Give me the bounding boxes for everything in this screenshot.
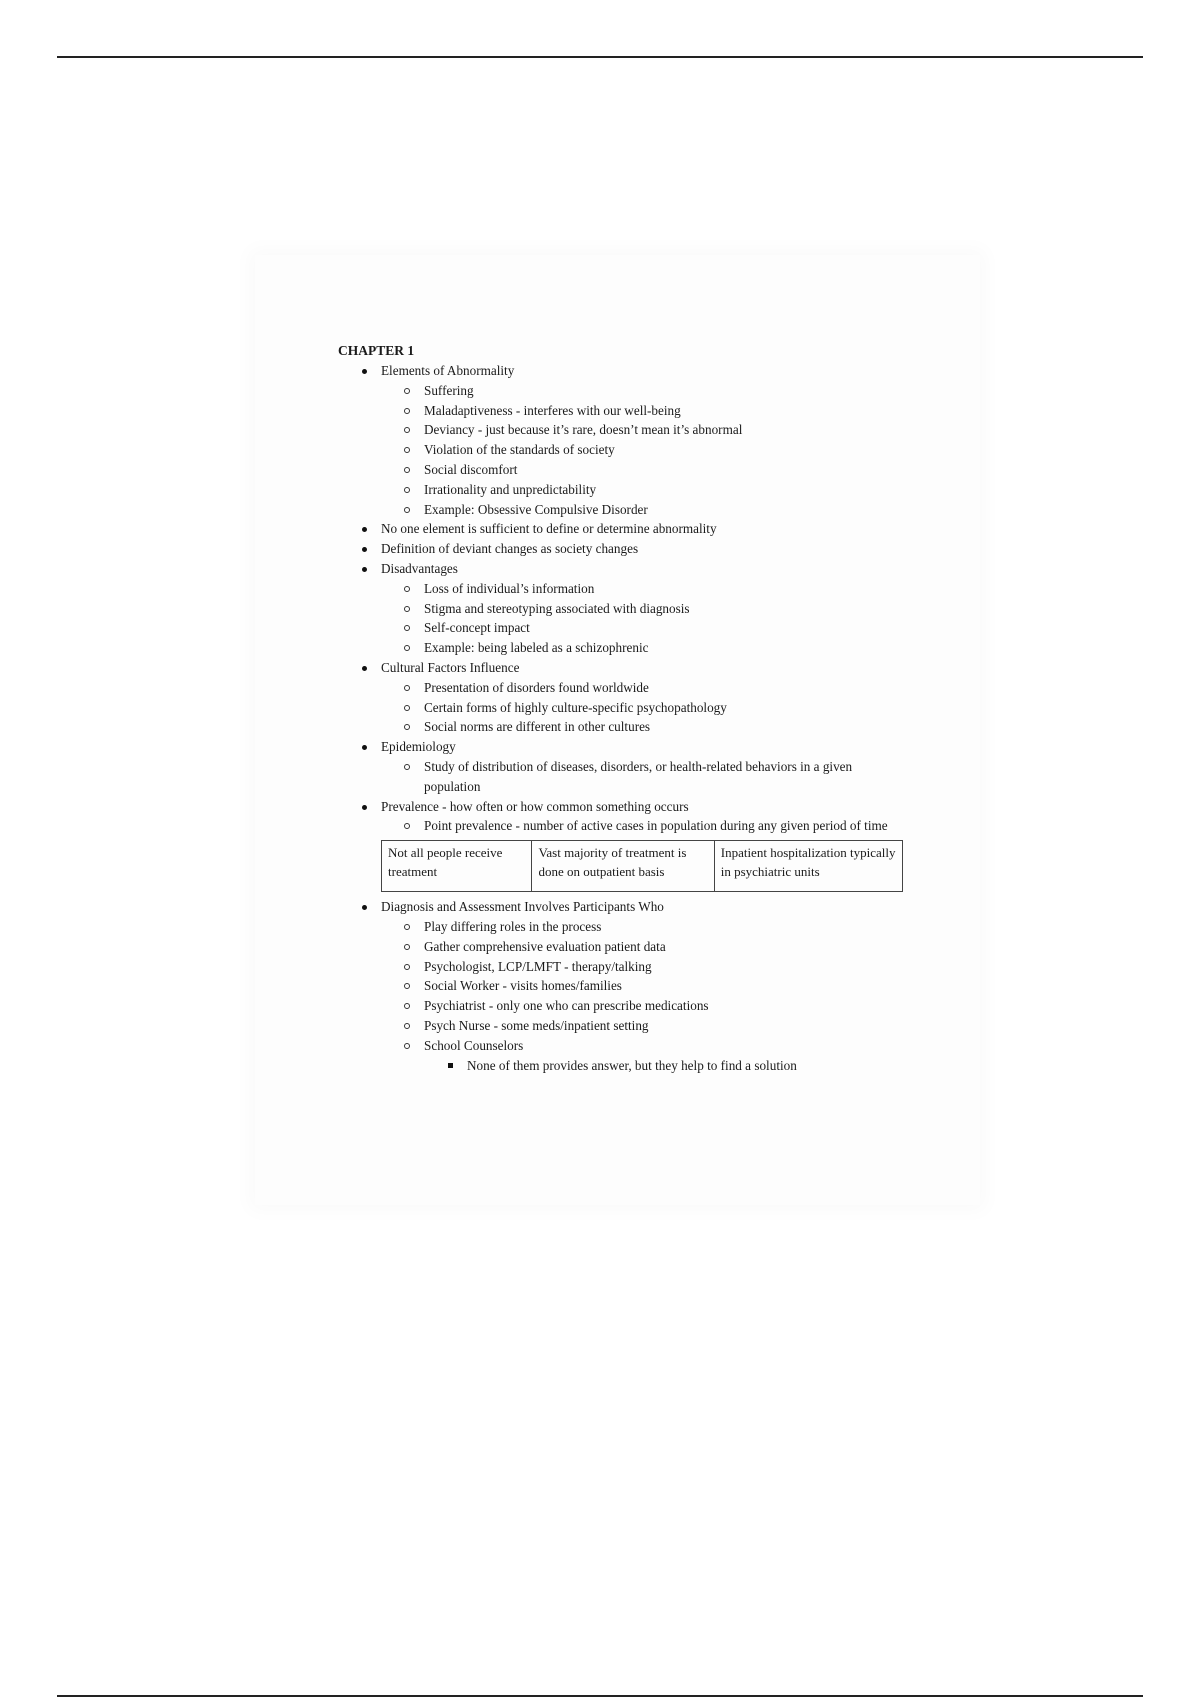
list-item-text: Epidemiology (381, 739, 456, 755)
page-bottom-rule (57, 1695, 1143, 1697)
list-item (338, 361, 908, 381)
bullet-icon (357, 897, 371, 917)
sub-list-item (338, 996, 908, 1016)
circle-bullet-icon (400, 500, 414, 521)
chapter-title: CHAPTER 1 (338, 343, 415, 358)
sub-list-item (338, 957, 908, 977)
page-top-rule (57, 56, 1143, 58)
circle-bullet-icon (400, 480, 414, 501)
sub-list-item (338, 579, 908, 599)
list-item-text: Cultural Factors Influence (381, 659, 520, 675)
bullet-icon (357, 559, 371, 579)
sub-list-item-text: Loss of individual’s information (424, 580, 595, 596)
circle-bullet-icon (400, 440, 414, 461)
sub-list-item-text: Irrationality and unpredictability (424, 481, 597, 497)
sub-sub-list-item-text: None of them provides answer, but they help to find a solution (467, 1057, 797, 1073)
sub-list-item-text: Social norms are different in other cultures (424, 719, 651, 735)
sub-list-item-text: Violation of the standards of society (424, 442, 615, 458)
sub-list-item-text: Example: Obsessive Compulsive Disorder (424, 501, 648, 517)
circle-bullet-icon (400, 957, 414, 978)
circle-bullet-icon (400, 757, 414, 778)
circle-bullet-icon (400, 996, 414, 1017)
list-item (338, 519, 908, 539)
circle-bullet-icon (400, 401, 414, 422)
bullet-icon (357, 737, 371, 757)
sub-list-item (338, 816, 908, 836)
table-cell: Inpatient hospitalization typically in psychiatric units (714, 841, 902, 891)
sub-list-item (338, 937, 908, 957)
list-item-text: Definition of deviant changes as society changes (381, 541, 639, 557)
sub-list-item (338, 618, 908, 638)
circle-bullet-icon (400, 381, 414, 402)
circle-bullet-icon (400, 1036, 414, 1057)
circle-bullet-icon (400, 420, 414, 441)
sub-list-item (338, 638, 908, 658)
sub-list-item-text: Gather comprehensive evaluation patient data (424, 938, 666, 954)
sub-list-item (338, 460, 908, 480)
circle-bullet-icon (400, 717, 414, 738)
bullet-icon (357, 519, 371, 539)
list-item-text: Disadvantages (381, 560, 458, 576)
circle-bullet-icon (400, 638, 414, 659)
sub-list-item-text: Social discomfort (424, 461, 518, 477)
sub-list-item (338, 420, 908, 440)
sub-list-item-text: Stigma and stereotyping associated with diagnosis (424, 600, 690, 616)
sub-list-item (338, 1036, 908, 1056)
bullet-icon (357, 539, 371, 559)
sub-list-item-text: Deviancy - just because it’s rare, doesn’t mean it’s abnormal (424, 422, 743, 438)
list-item (338, 797, 908, 817)
circle-bullet-icon (400, 976, 414, 997)
sub-list-item-text: Psychiatrist - only one who can prescribe medications (424, 998, 709, 1014)
table-cell: Vast majority of treatment is done on outpatient basis (531, 841, 713, 891)
circle-bullet-icon (400, 937, 414, 958)
circle-bullet-icon (400, 460, 414, 481)
document-body (338, 341, 908, 1075)
list-item-text: Elements of Abnormality (381, 363, 515, 378)
sub-list-item-text: Psych Nurse - some meds/inpatient setting (424, 1017, 649, 1033)
circle-bullet-icon (400, 816, 414, 837)
sub-list-item-text: Play differing roles in the process (424, 918, 602, 934)
list-item-text: Diagnosis and Assessment Involves Participants Who (381, 899, 664, 915)
circle-bullet-icon (400, 678, 414, 699)
sub-list-item-text: Presentation of disorders found worldwide (424, 679, 649, 695)
sub-list-item (338, 1016, 908, 1036)
sub-list-item (338, 757, 908, 797)
treatment-table (381, 840, 903, 892)
sub-list-item (338, 917, 908, 937)
sub-list-item (338, 381, 908, 401)
sub-list-item (338, 440, 908, 460)
sub-list-item (338, 599, 908, 619)
sub-sub-list-item (338, 1056, 908, 1076)
list-item (338, 539, 908, 559)
sub-list-item (338, 500, 908, 520)
sub-list-item-text: Suffering (424, 382, 474, 398)
list-item (338, 897, 908, 917)
circle-bullet-icon (400, 579, 414, 600)
sub-list-item-text: Self-concept impact (424, 620, 530, 636)
sub-list-item (338, 717, 908, 737)
list-item-text: No one element is sufficient to define or determine abnormality (381, 521, 717, 537)
circle-bullet-icon (400, 917, 414, 938)
sub-list-item (338, 401, 908, 421)
sub-list-item-text: Social Worker - visits homes/families (424, 978, 622, 994)
sub-list-item-text: Maladaptiveness - interferes with our well-being (424, 402, 681, 418)
sub-list-item (338, 678, 908, 698)
sub-list-item-text: School Counselors (424, 1037, 524, 1053)
sub-list-item (338, 976, 908, 996)
list-item-text: Prevalence - how often or how common something occurs (381, 798, 689, 814)
sub-list-item-text: Example: being labeled as a schizophrenic (424, 640, 649, 656)
sub-list-item-text: Psychologist, LCP/LMFT - therapy/talking (424, 958, 652, 974)
list-item (338, 737, 908, 757)
bullet-icon (357, 797, 371, 817)
circle-bullet-icon (400, 698, 414, 719)
square-bullet-icon (443, 1056, 457, 1076)
list-item (338, 658, 908, 678)
circle-bullet-icon (400, 1016, 414, 1037)
sub-list-item (338, 698, 908, 718)
bullet-icon (357, 658, 371, 678)
sub-list-item-text: Point prevalence - number of active cases in population during any given period of time (424, 818, 888, 834)
list-item (338, 559, 908, 579)
bullet-icon (357, 361, 371, 381)
table-cell: Not all people receive treatment (388, 845, 503, 879)
circle-bullet-icon (400, 618, 414, 639)
sub-list-item-text: Study of distribution of diseases, disorders, or health-related behaviors in a given population (424, 758, 853, 794)
sub-list-item-text: Certain forms of highly culture-specific psychopathology (424, 699, 727, 715)
sub-list-item (338, 480, 908, 500)
circle-bullet-icon (400, 599, 414, 620)
